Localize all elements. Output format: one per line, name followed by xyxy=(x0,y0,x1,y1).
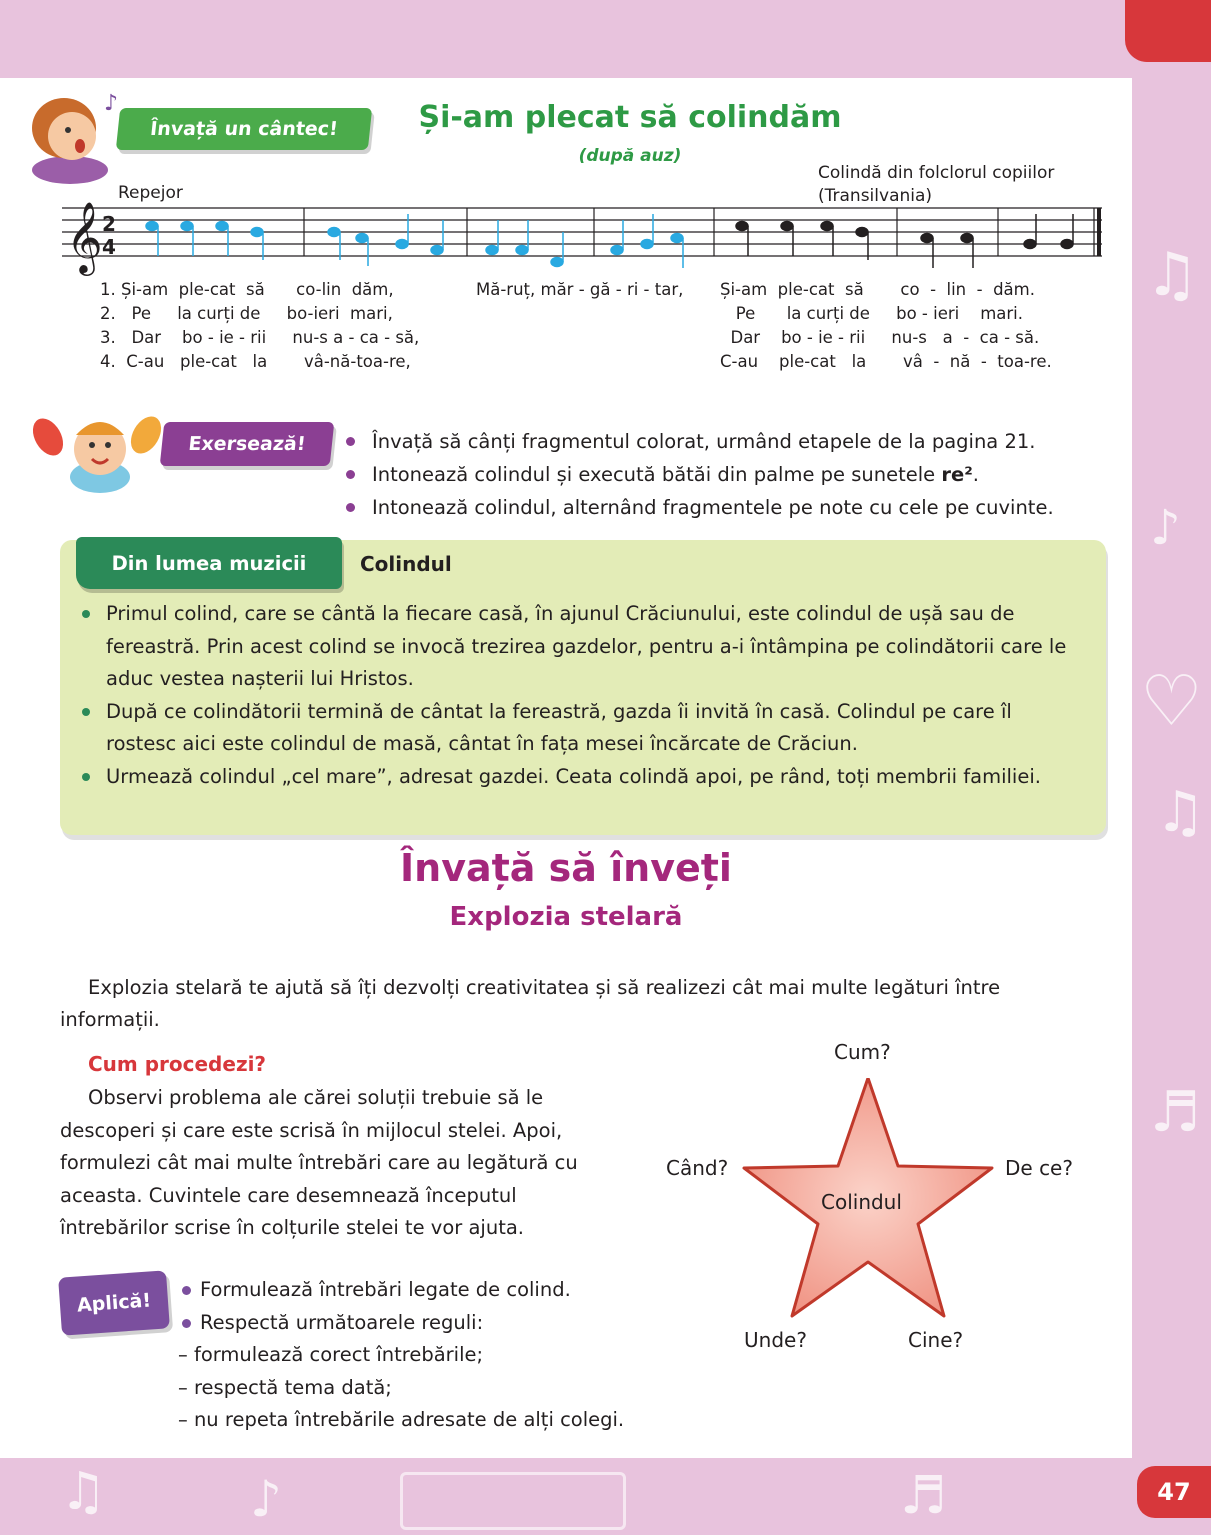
exercise-list xyxy=(344,425,1054,524)
exercise-item-text: Intonează colindul și execută bătăi din palme pe sunetele xyxy=(372,463,942,486)
music-note-icon: ♪ xyxy=(1150,500,1181,556)
lyrics-line: Pe la curți de bo - ieri mari. xyxy=(720,304,1024,323)
apply-list xyxy=(178,1274,624,1437)
apply-bullet: Formulează întrebări legate de colind. xyxy=(178,1274,624,1307)
page-number: 47 xyxy=(1137,1466,1211,1518)
music-world-item: Primul colind, care se cântă la fiecare casă, în ajunul Crăciunului, este colindul de ușă sau de fereastră. Prin acest colind se invocă trezirea gazdelor, pentru a-i întâmpina pe colindătorii care le aduc vestea nașterii lui Hristos. xyxy=(80,598,1080,696)
lyrics-line: 3. Dar bo - ie - rii nu-s a - ca - să, xyxy=(100,328,420,347)
music-world-list xyxy=(80,598,1080,793)
lyrics-line: 4. C-au ple-cat la vâ-nă-toa-re, xyxy=(100,352,411,371)
learn-song-badge: Învață un cântec! xyxy=(116,108,372,150)
exercise-item-end: . xyxy=(972,463,979,486)
time-signature-bottom: 4 xyxy=(102,235,116,259)
music-note-icon: ♬ xyxy=(1150,1080,1201,1145)
exercise-item: Intonează colindul, alternând fragmentele pe note cu cele pe cuvinte. xyxy=(344,491,1054,524)
singing-child-icon xyxy=(22,88,132,188)
star-bottom-right-label: Cine? xyxy=(908,1328,964,1352)
exercise-item: Învață să cânți fragmentul colorat, urmând etapele de la pagina 21. xyxy=(344,425,1054,458)
song-source-line: (Transilvania) xyxy=(818,186,933,206)
music-note-icon: ♫ xyxy=(1155,780,1206,845)
apply-bullet: Respectă următoarele reguli: xyxy=(178,1307,624,1340)
lyrics-left-block xyxy=(100,278,419,374)
section-title: Învață să înveți xyxy=(400,846,732,890)
apply-rule: – respectă tema dată; xyxy=(178,1375,392,1399)
apply-rule: – formulează corect întrebările; xyxy=(178,1343,484,1366)
music-world-tag: Din lumea muzicii xyxy=(76,537,342,589)
maracas-child-icon xyxy=(18,405,168,495)
apply-rule: – nu repeta întrebările adresate de alți colegi. xyxy=(178,1408,625,1431)
time-signature-top: 2 xyxy=(102,212,116,236)
lyrics-line: 2. Pe la curți de bo-ieri mari, xyxy=(100,304,393,323)
music-note-icon: ♬ xyxy=(900,1466,947,1526)
star-bottom-left-label: Unde? xyxy=(744,1328,807,1352)
how-heading: Cum procedezi? xyxy=(88,1052,267,1076)
heart-icon: ♡ xyxy=(1140,660,1203,742)
music-note-icon: ♫ xyxy=(60,1462,107,1522)
keyboard-icon xyxy=(400,1472,626,1530)
star-top-label: Cum? xyxy=(834,1040,891,1064)
lyrics-right-block xyxy=(720,278,1052,374)
lyrics-line: C-au ple-cat la vâ - nă - toa-re. xyxy=(720,352,1052,371)
intro-paragraph: Explozia stelară te ajută să îți dezvolți creativitatea și să realizezi cât mai multe legături între informații. xyxy=(60,976,1001,1031)
music-note-icon: ♪ xyxy=(250,1470,282,1528)
note-name: re² xyxy=(941,463,973,486)
corner-tab xyxy=(1125,0,1211,62)
music-note-icon: ♫ xyxy=(1145,240,1199,310)
music-staff xyxy=(62,196,1112,276)
exercise-item xyxy=(344,458,1054,491)
song-title: Și-am plecat să colindăm xyxy=(418,100,842,135)
exercise-badge: Exersează! xyxy=(160,422,335,466)
music-world-item: După ce colindătorii termină de cântat la fereastră, gazda îi invită în casă. Colindul pe care îl rostesc aici este colindul de masă, cântat în fața mesei încărcate de Crăciun. xyxy=(80,696,1080,761)
music-world-heading: Colindul xyxy=(360,552,452,576)
lyrics-line: Și-am ple-cat să co - lin - dăm. xyxy=(720,280,1035,299)
lyrics-refrain: Mă-ruț, măr - gă - ri - tar, xyxy=(476,280,684,299)
lyrics-line: Dar bo - ie - rii nu-s a - ca - să. xyxy=(720,328,1040,347)
treble-clef-icon: 𝄞 xyxy=(66,200,103,273)
svg-text:♪: ♪ xyxy=(104,91,119,116)
lyrics-line: 1. Și-am ple-cat să co-lin dăm, xyxy=(100,280,394,299)
apply-badge: Aplică! xyxy=(58,1270,170,1335)
tempo-marking: Repejor xyxy=(118,183,183,203)
star-right-label: De ce? xyxy=(1005,1156,1073,1180)
music-world-item: Urmează colindul „cel mare”, adresat gazdei. Ceata colindă apoi, pe rând, toți membrii familiei. xyxy=(80,761,1080,794)
star-center-label: Colindul xyxy=(821,1190,902,1214)
how-paragraph: Observi problema ale cărei soluții trebuie să le descoperi și care este scrisă în mijlocul stelei. Apoi, formulezi cât mai multe întrebări care au legătură cu aceasta. Cuvintele care desemnează începutul întrebărilor scrise în colțurile stelei te vor ajuta. xyxy=(60,1086,578,1239)
star-left-label: Când? xyxy=(666,1156,729,1180)
section-subtitle: Explozia stelară xyxy=(449,902,683,932)
song-subtitle: (după auz) xyxy=(578,146,682,166)
song-source-line: Colindă din folclorul copiilor xyxy=(818,163,1055,183)
